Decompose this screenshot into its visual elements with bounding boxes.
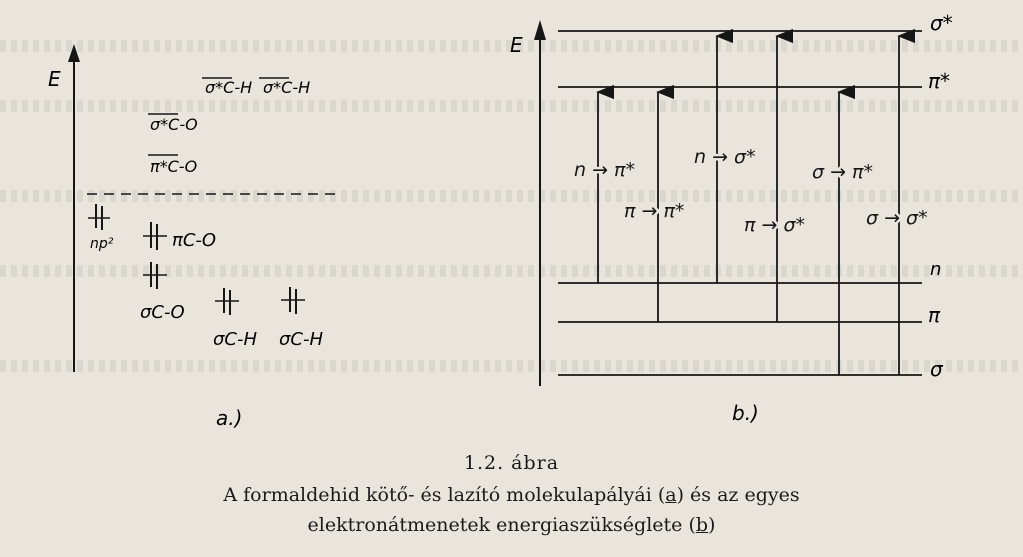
orbital-pi-co-label: πC-O — [172, 230, 217, 251]
caption-text: ) és az egyes — [676, 484, 800, 506]
level-pi-label: π — [928, 303, 941, 327]
transition-n-pi-star-label: n → π* — [574, 159, 635, 181]
orbital-pi-co-electrons — [143, 222, 167, 250]
level-pi-star-label: π* — [928, 69, 951, 93]
energy-axis-label-a: E — [48, 67, 61, 91]
orbital-sigma-ch-2-electrons — [281, 287, 305, 314]
caption-text: ) — [708, 514, 716, 536]
transition-sigma-pi-star-label: σ → π* — [812, 161, 873, 183]
transition-pi-sigma-star-label: π → σ* — [744, 214, 805, 236]
orbital-sigma-star-co-label: σ*C-O — [150, 115, 198, 134]
orbital-sigma-ch-2-label: σC-H — [279, 329, 324, 350]
caption-panel-ref-a: a — [665, 484, 677, 506]
figure-number: 1.2. ábra — [463, 452, 560, 474]
transition-pi-pi-star-label: π → π* — [624, 200, 685, 222]
caption-panel-ref-b: b — [695, 514, 709, 536]
orbital-np2-electrons — [88, 204, 110, 230]
caption-text: elektronátmenetek energiaszükséglete ( — [307, 514, 696, 536]
caption-text: A formaldehid kötő- és lazító molekulapályái ( — [223, 484, 666, 506]
energy-axis-arrowhead — [68, 44, 80, 62]
level-sigma-label: σ — [930, 357, 943, 381]
orbital-np2-label: np² — [90, 236, 114, 252]
transition-n-sigma-star-label: n → σ* — [694, 146, 756, 168]
panel-a-label: a.) — [216, 406, 243, 430]
panel-b — [510, 11, 953, 425]
orbital-sigma-co-electrons — [143, 262, 167, 289]
panel-b-label: b.) — [732, 401, 759, 425]
level-sigma-star-label: σ* — [930, 11, 953, 35]
energy-axis-arrowhead — [534, 20, 546, 40]
figure-caption-line-2 — [0, 514, 1023, 536]
orbital-sigma-co-label: σC-O — [140, 302, 185, 323]
transition-sigma-sigma-star-label: σ → σ* — [866, 207, 928, 229]
figure-caption-line-1 — [0, 484, 1023, 506]
orbital-sigma-star-ch-2-label: σ*C-H — [263, 78, 311, 97]
orbital-sigma-star-ch-1-label: σ*C-H — [205, 78, 253, 97]
orbital-sigma-ch-1-label: σC-H — [213, 329, 258, 350]
energy-axis-label-b: E — [510, 33, 523, 57]
orbital-pi-star-co-label: π*C-O — [150, 157, 198, 176]
level-n-label: n — [930, 259, 942, 280]
panel-a — [48, 44, 340, 430]
orbital-sigma-ch-1-electrons — [215, 288, 239, 315]
